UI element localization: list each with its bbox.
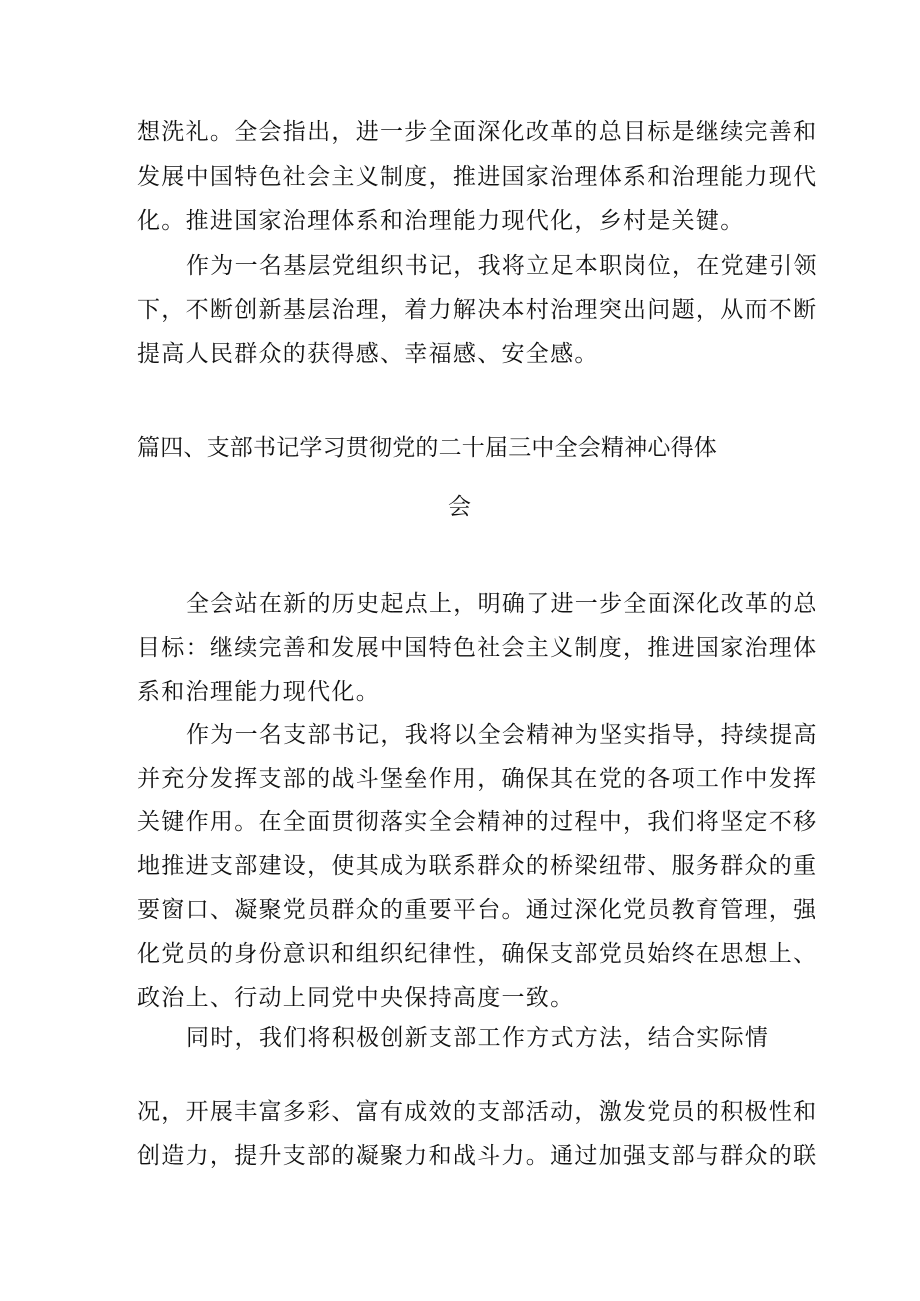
text-line: 目标：继续完善和发展中国特色社会主义制度，推进国家治理体 bbox=[137, 635, 818, 661]
text-line: 全会站在新的历史起点上，明确了进一步全面深化改革的总 bbox=[186, 591, 818, 617]
text-line: 关键作用。在全面贯彻落实全会精神的过程中，我们将坚定不移 bbox=[137, 809, 818, 835]
text-line: 地推进支部建设，使其成为联系群众的桥梁纽带、服务群众的重 bbox=[137, 853, 818, 879]
text-line: 况，开展丰富多彩、富有成效的支部活动，激发党员的积极性和 bbox=[137, 1099, 818, 1125]
heading-line: 会 bbox=[448, 494, 471, 520]
text-line: 创造力，提升支部的凝聚力和战斗力。通过加强支部与群众的联 bbox=[137, 1143, 818, 1169]
text-line: 发展中国特色社会主义制度，推进国家治理体系和治理能力现代 bbox=[137, 164, 818, 190]
text-line: 化。推进国家治理体系和治理能力现代化，乡村是关键。 bbox=[137, 208, 745, 234]
heading-line: 篇四、支部书记学习贯彻党的二十届三中全会精神心得体 bbox=[137, 435, 717, 461]
text-line: 政治上、行动上同党中央保持高度一致。 bbox=[137, 985, 575, 1011]
text-line: 系和治理能力现代化。 bbox=[137, 679, 380, 705]
text-line: 提高人民群众的获得感、幸福感、安全感。 bbox=[137, 341, 599, 367]
text-line: 并充分发挥支部的战斗堡垒作用，确保其在党的各项工作中发挥 bbox=[137, 766, 818, 792]
text-line: 化党员的身份意识和组织纪律性，确保支部党员始终在思想上、 bbox=[137, 941, 818, 967]
text-line: 想洗礼。全会指出，进一步全面深化改革的总目标是继续完善和 bbox=[137, 119, 818, 145]
text-line: 作为一名基层党组织书记，我将立足本职岗位，在党建引领 bbox=[186, 253, 818, 279]
text-line: 作为一名支部书记，我将以全会精神为坚实指导，持续提高 bbox=[186, 722, 818, 748]
text-line: 下，不断创新基层治理，着力解决本村治理突出问题，从而不断 bbox=[137, 297, 818, 323]
text-line: 同时，我们将积极创新支部工作方式方法，结合实际情 bbox=[186, 1025, 770, 1051]
text-line: 要窗口、凝聚党员群众的重要平台。通过深化党员教育管理，强 bbox=[137, 897, 818, 923]
